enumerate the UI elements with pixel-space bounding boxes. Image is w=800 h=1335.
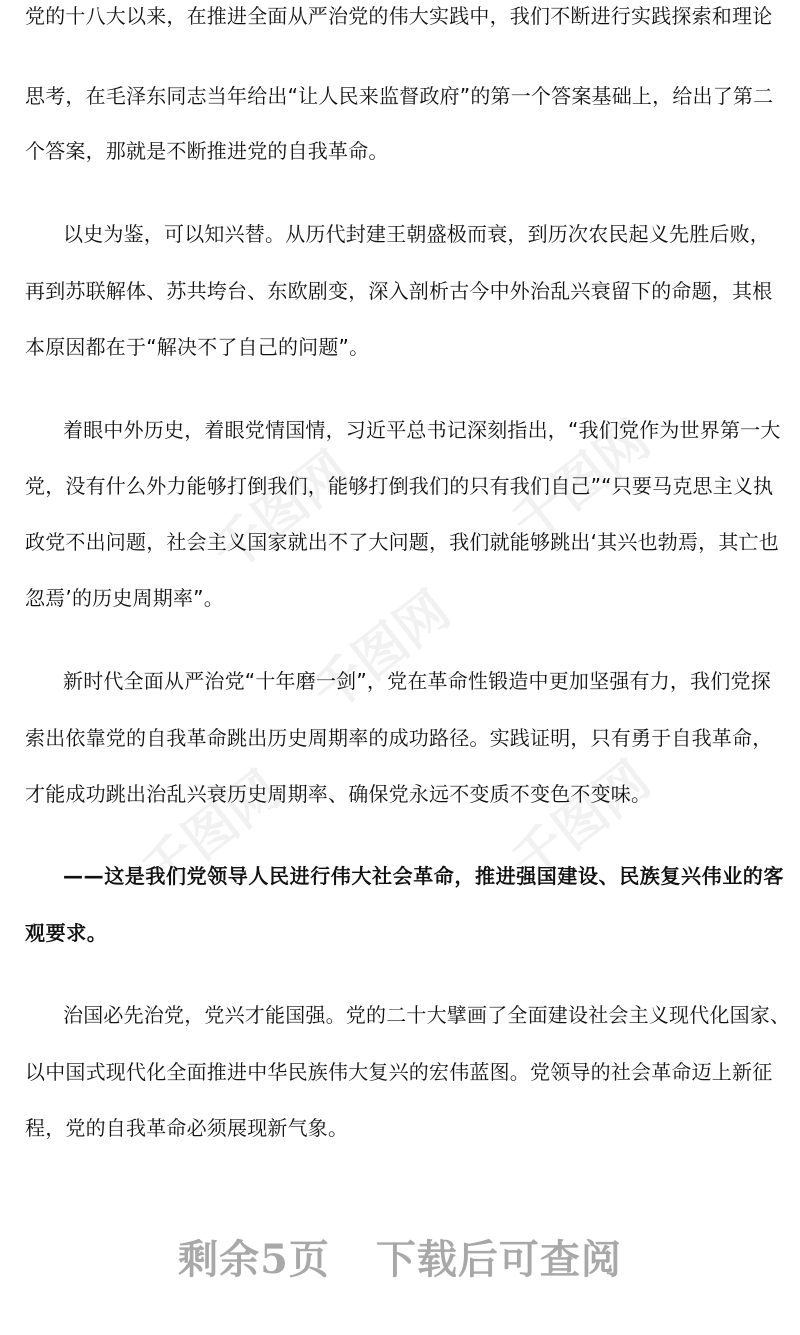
text-line: 党的十八大以来，在推进全面从严治党的伟大实践中，我们不断进行实践探索和理论 [25,4,773,28]
watermark: 千图网 [501,750,662,894]
text-line: 着眼中外历史，着眼党情国情，习近平总书记深刻指出，“我们党作为世界第一大 [63,418,781,442]
text-line: 才能成功跳出治乱兴衰历史周期率、确保党永远不变质不变色不变味。 [25,782,652,806]
watermark: 千图网 [301,580,462,724]
text-line: 思考，在毛泽东同志当年给出“让人民来监督政府”的第一个答案基础上，给出了第二 [25,84,774,108]
watermark: 千图网 [201,440,362,584]
text-line: 本原因都在于“解决不了自己的问题”。 [25,335,370,359]
emphasis-line: ——这是我们党领导人民进行伟大社会革命，推进强国建设、民族复兴伟业的客 [63,864,784,888]
download-prompt[interactable] [0,1228,800,1285]
text-line: 以中国式现代化全面推进中华民族伟大复兴的宏伟蓝图。党领导的社会革命迈上新征 [25,1060,773,1084]
remaining-pages-label: 剩余5页 [178,1236,330,1283]
text-line: 以史为鉴，可以知兴替。从历代封建王朝盛极而衰，到历次农民起义先胜后败， [63,222,770,246]
watermark: 千图网 [131,760,292,904]
text-line: 新时代全面从严治党“十年磨一剑”，党在革命性锻造中更加坚强有力，我们党探 [63,669,771,693]
text-line: 程，党的自我革命必须展现新气象。 [25,1116,349,1140]
text-line: 索出依靠党的自我革命跳出历史周期率的成功路径。实践证明，只有勇于自我革命， [25,726,773,750]
watermark: 千图网 [501,410,662,554]
text-line: 个答案，那就是不断推进党的自我革命。 [25,139,389,163]
text-line: 党，没有什么外力能够打倒我们，能够打倒我们的只有我们自己”“只要马克思主义执 [25,474,774,498]
emphasis-line: 观要求。 [25,921,108,945]
text-line: 再到苏联解体、苏共垮台、东欧剧变，深入剖析古今中外治乱兴衰留下的命题，其根 [25,279,773,303]
text-line: 治国必先治党，党兴才能国强。党的二十大擘画了全面建设社会主义现代化国家、 [63,1003,791,1027]
text-line: 政党不出问题，社会主义国家就出不了大问题，我们就能够跳出‘其兴也勃焉，其亡也 [25,530,779,554]
download-to-view-label: 下载后可查阅 [375,1236,622,1283]
text-line: 忽焉’的历史周期率”。 [25,586,224,610]
